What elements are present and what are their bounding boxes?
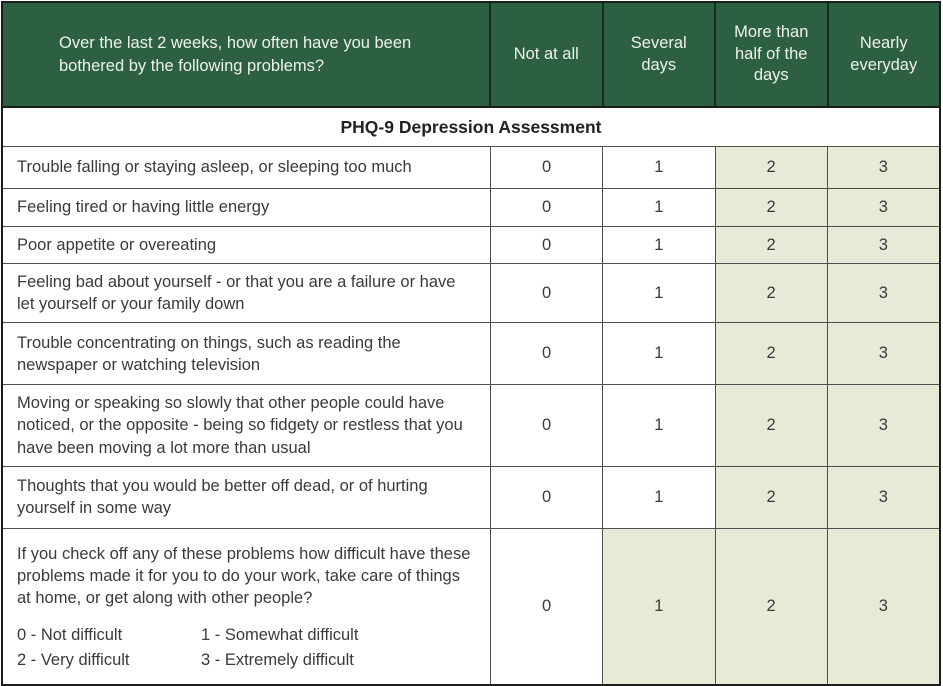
table-row [3,466,939,528]
table-row [3,384,939,465]
score-option-3[interactable]: 3 [828,264,939,322]
difficulty-legend [17,625,358,672]
score-option-2[interactable]: 2 [716,147,828,188]
table-row-difficulty [3,528,939,684]
question-text: Thoughts that you would be better off dead, or of hurting yourself in some way [3,467,491,528]
score-option-3[interactable]: 3 [828,147,939,188]
header-question-label: Over the last 2 weeks, how often have you been bothered by the following problems? [3,3,491,106]
table-row [3,226,939,263]
legend-item-very-difficult: 2 - Very difficult [17,651,130,670]
question-text: Trouble falling or staying asleep, or sleeping too much [3,147,491,188]
score-option-0[interactable]: 0 [491,467,603,528]
score-option-0[interactable]: 0 [491,529,603,684]
score-option-2[interactable]: 2 [716,467,828,528]
score-option-0[interactable]: 0 [491,189,603,226]
column-header-several-days: Several days [604,3,717,106]
score-option-2[interactable]: 2 [716,385,828,465]
score-option-2[interactable]: 2 [716,227,828,263]
score-option-3[interactable]: 3 [828,323,939,384]
score-option-1[interactable]: 1 [603,189,715,226]
phq9-table [1,1,941,686]
score-option-2[interactable]: 2 [716,529,828,684]
score-option-3[interactable]: 3 [828,189,939,226]
score-option-0[interactable]: 0 [491,264,603,322]
question-text: If you check off any of these problems how difficult have these problems made it for you to do your work, take care of things at home, or get along with other people? [17,544,471,607]
score-option-1[interactable]: 1 [603,385,715,465]
score-option-0[interactable]: 0 [491,385,603,465]
score-option-1[interactable]: 1 [603,467,715,528]
score-option-0[interactable]: 0 [491,147,603,188]
question-cell-difficulty [3,529,491,684]
column-header-more-than-half: More than half of the days [716,3,829,106]
question-text: Feeling tired or having little energy [3,189,491,226]
table-row [3,188,939,226]
score-option-3[interactable]: 3 [828,529,939,684]
score-option-1[interactable]: 1 [603,323,715,384]
question-text: Poor appetite or overeating [3,227,491,263]
score-option-1[interactable]: 1 [603,529,715,684]
column-header-not-at-all: Not at all [491,3,604,106]
column-header-nearly-everyday: Nearly everyday [850,34,918,74]
section-title: PHQ-9 Depression Assessment [3,106,939,146]
score-option-1[interactable]: 1 [603,227,715,263]
question-text: Feeling bad about yourself - or that you are a failure or have let yourself or your family down [3,264,491,322]
score-option-2[interactable]: 2 [716,189,828,226]
score-option-3[interactable]: 3 [828,385,939,465]
question-text: Moving or speaking so slowly that other people could have noticed, or the opposite - being so fidgety or restless that you have been moving a lot more than usual [3,385,491,465]
score-option-1[interactable]: 1 [603,264,715,322]
score-option-0[interactable]: 0 [491,323,603,384]
table-row [3,146,939,188]
score-option-2[interactable]: 2 [716,264,828,322]
table-row [3,263,939,322]
score-option-3[interactable]: 3 [828,227,939,263]
score-option-3[interactable]: 3 [828,467,939,528]
question-text: Trouble concentrating on things, such as reading the newspaper or watching television [3,323,491,384]
legend-item-somewhat-difficult: 1 - Somewhat difficult [201,625,359,644]
legend-item-extremely-difficult: 3 - Extremely difficult [201,651,354,670]
score-option-1[interactable]: 1 [603,147,715,188]
legend-item-not-difficult: 0 - Not difficult [17,625,123,644]
table-row [3,322,939,384]
table-header-row [3,3,939,106]
score-option-2[interactable]: 2 [716,323,828,384]
score-option-0[interactable]: 0 [491,227,603,263]
